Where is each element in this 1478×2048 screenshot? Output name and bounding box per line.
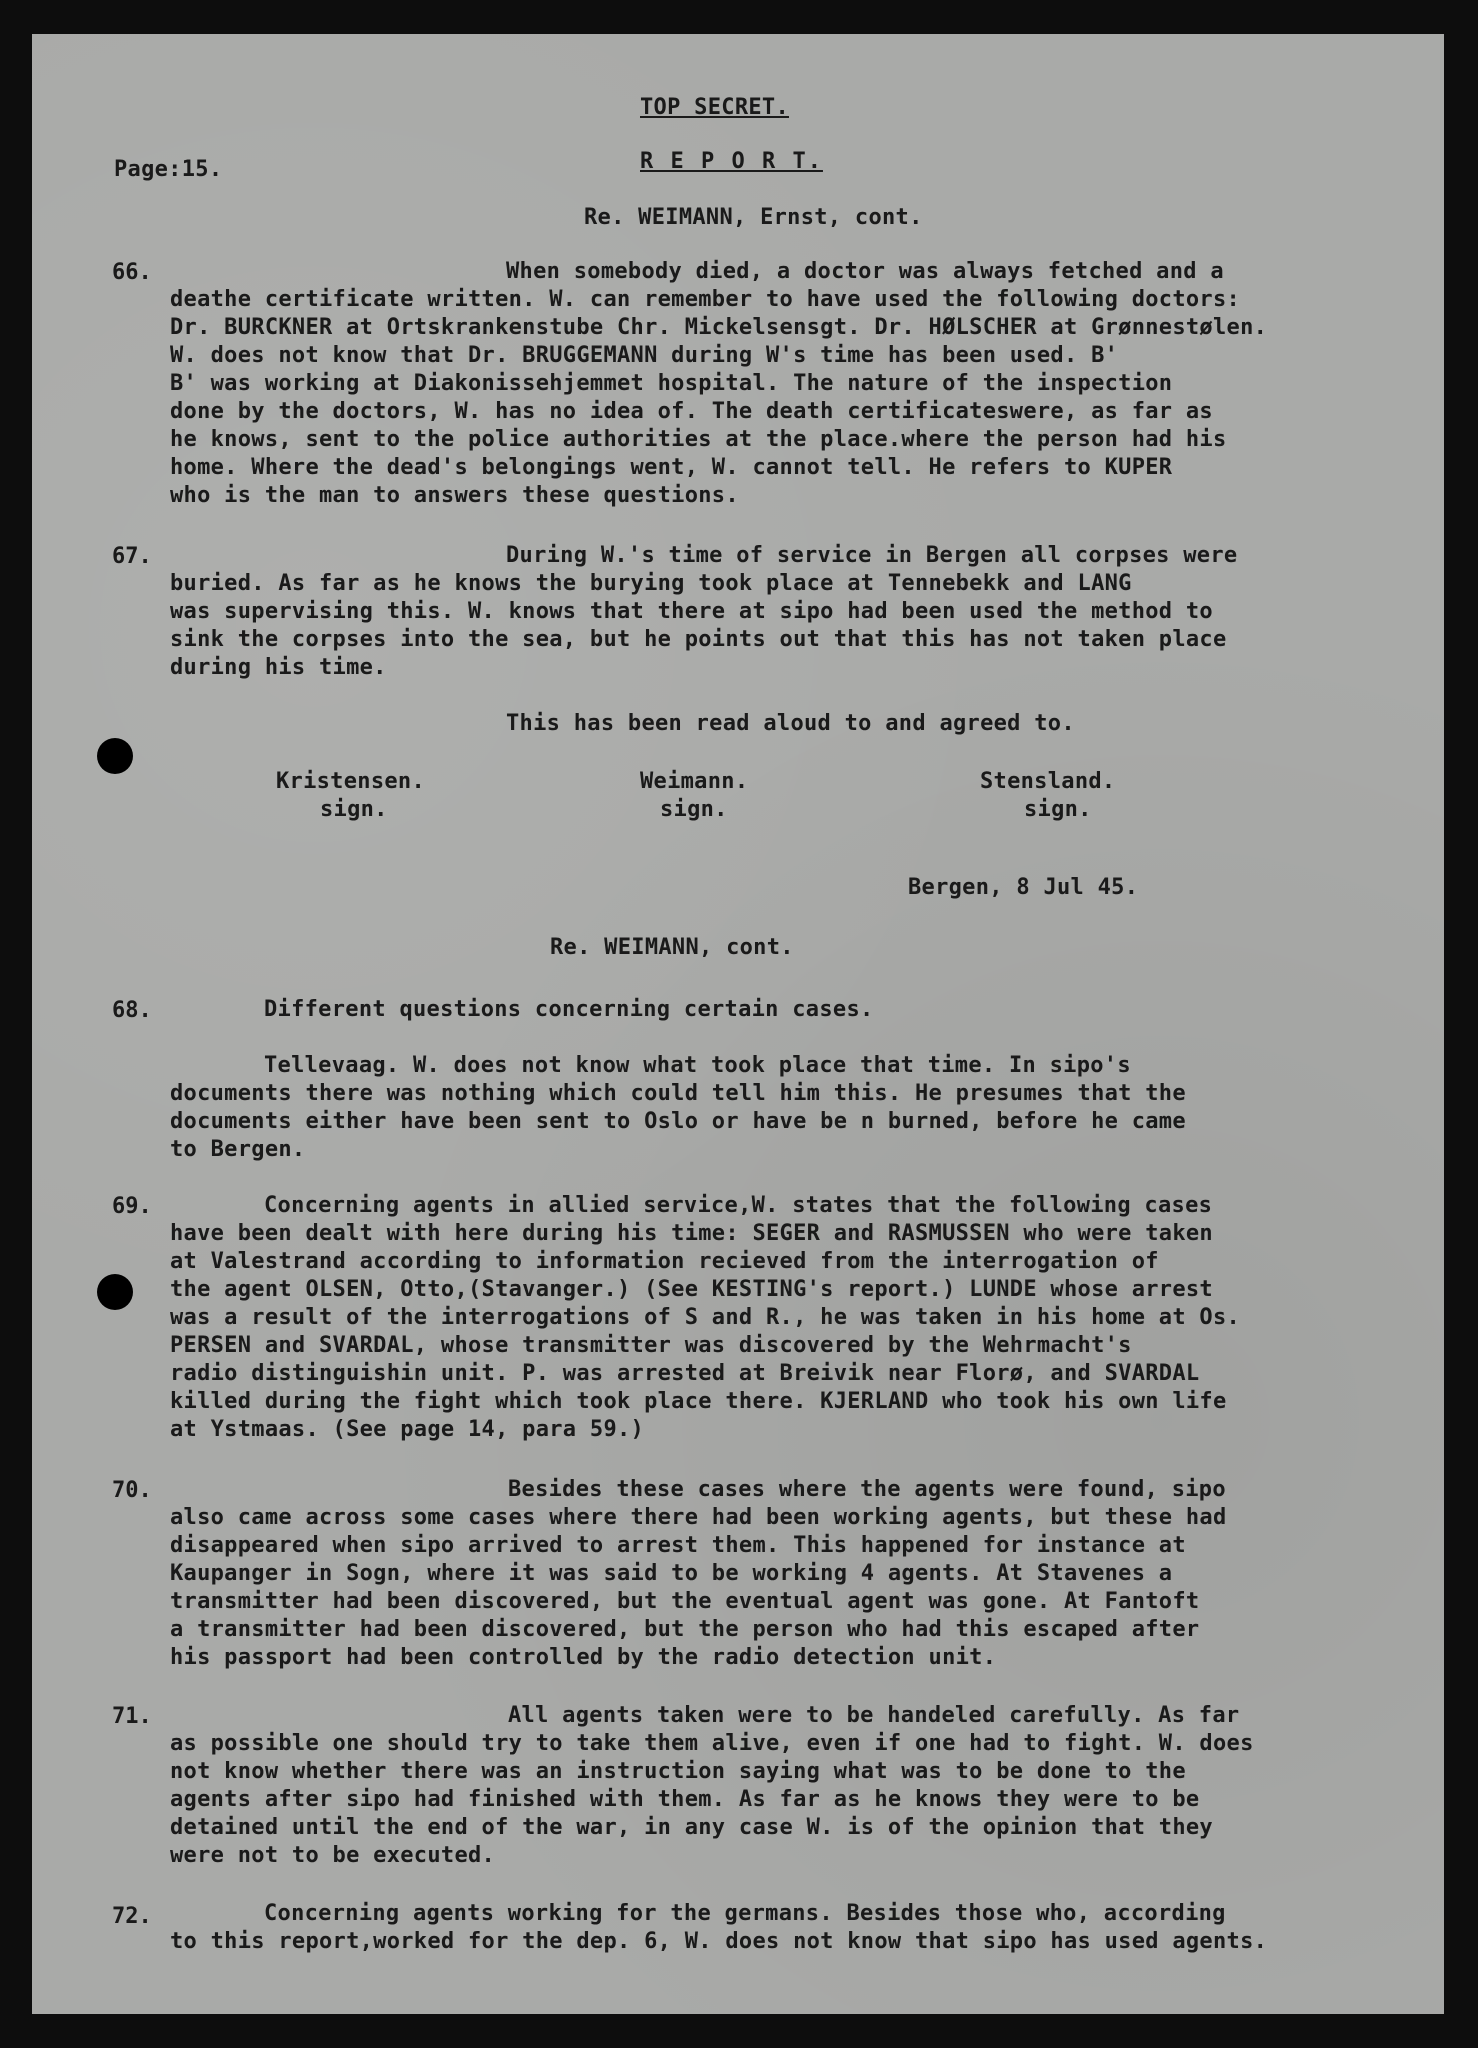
classification-heading: TOP SECRET. bbox=[640, 95, 789, 120]
report-subject-2: Re. WEIMANN, cont. bbox=[550, 935, 794, 960]
paragraph-line: have been dealt with here during his time: SEGER and RASMUSSEN who were taken bbox=[170, 1221, 1213, 1246]
paragraph-line: Tellevaag. W. does not know what took place that time. In sipo's bbox=[264, 1053, 1131, 1078]
paragraph-line: PERSEN and SVARDAL, whose transmitter was discovered by the Wehrmacht's bbox=[170, 1333, 1132, 1358]
paragraph-line: to Bergen. bbox=[170, 1137, 306, 1162]
paragraph-line: not know whether there was an instruction saying what was to be done to the bbox=[170, 1759, 1186, 1784]
place-date: Bergen, 8 Jul 45. bbox=[908, 875, 1139, 900]
paragraph-line: When somebody died, a doctor was always fetched and a bbox=[506, 259, 1224, 284]
paragraph-line: During W.'s time of service in Bergen all corpses were bbox=[506, 543, 1238, 568]
paragraph-line: killed during the fight which took place there. KJERLAND who took his own life bbox=[170, 1389, 1227, 1414]
paragraph-line: B' was working at Diakonissehjemmet hospital. The nature of the inspection bbox=[170, 371, 1173, 396]
paragraph-number: 72. bbox=[112, 1904, 152, 1929]
paragraph-line: Concerning agents working for the germans. Besides those who, according bbox=[264, 1901, 1226, 1926]
paragraph-line: at Ystmaas. (See page 14, para 59.) bbox=[170, 1417, 645, 1442]
paragraph-line: Concerning agents in allied service,W. states that the following cases bbox=[264, 1193, 1213, 1218]
paragraph-line: the agent OLSEN, Otto,(Stavanger.) (See KESTING's report.) LUNDE whose arrest bbox=[170, 1277, 1213, 1302]
signature-sign: sign. bbox=[320, 797, 388, 822]
paragraph-line: who is the man to answers these questions. bbox=[170, 483, 739, 508]
paragraph-line: done by the doctors, W. has no idea of. The death certificateswere, as far as bbox=[170, 399, 1213, 424]
signature-name: Kristensen. bbox=[276, 769, 425, 794]
statement-line: This has been read aloud to and agreed to. bbox=[506, 711, 1075, 736]
paragraph-number: 71. bbox=[112, 1704, 152, 1729]
signature-sign: sign. bbox=[660, 797, 728, 822]
paragraph-line: at Valestrand according to information recieved from the interrogation of bbox=[170, 1249, 1159, 1274]
paragraph-line: radio distinguishin unit. P. was arrested at Breivik near Florø, and SVARDAL bbox=[170, 1361, 1200, 1386]
paragraph-line: deathe certificate written. W. can remember to have used the following doctors: bbox=[170, 287, 1241, 312]
paragraph-line: buried. As far as he knows the burying took place at Tennebekk and LANG bbox=[170, 571, 1132, 596]
paragraph-line: disappeared when sipo arrived to arrest them. This happened for instance at bbox=[170, 1533, 1186, 1558]
paragraph-line: Dr. BURCKNER at Ortskrankenstube Chr. Mickelsensgt. Dr. HØLSCHER at Grønnestølen. bbox=[170, 315, 1268, 340]
paragraph-line: detained until the end of the war, in any case W. is of the opinion that they bbox=[170, 1815, 1213, 1840]
typed-text bbox=[32, 34, 1444, 2014]
report-subject: Re. WEIMANN, Ernst, cont. bbox=[584, 205, 923, 230]
paragraph-number: 68. bbox=[112, 998, 152, 1023]
page-number: Page:15. bbox=[114, 157, 223, 182]
paragraph-line: was a result of the interrogations of S and R., he was taken in his home at Os. bbox=[170, 1305, 1241, 1330]
paragraph-line: documents either have been sent to Oslo or have be n burned, before he came bbox=[170, 1109, 1186, 1134]
paragraph-line: as possible one should try to take them alive, even if one had to fight. W. does bbox=[170, 1731, 1254, 1756]
paragraph-line: was supervising this. W. knows that there at sipo had been used the method to bbox=[170, 599, 1213, 624]
paragraph-line: sink the corpses into the sea, but he points out that this has not taken place bbox=[170, 627, 1227, 652]
paragraph-line: documents there was nothing which could tell him this. He presumes that the bbox=[170, 1081, 1186, 1106]
paragraph-number: 70. bbox=[112, 1478, 152, 1503]
paragraph-line: he knows, sent to the police authorities at the place.where the person had his bbox=[170, 427, 1227, 452]
paragraph-line: agents after sipo had finished with them. As far as he knows they were to be bbox=[170, 1787, 1200, 1812]
paragraph-line: his passport had been controlled by the radio detection unit. bbox=[170, 1645, 997, 1670]
paragraph-number: 66. bbox=[112, 260, 152, 285]
paragraph-number: 69. bbox=[112, 1194, 152, 1219]
signature-name: Stensland. bbox=[980, 769, 1116, 794]
document-page bbox=[32, 34, 1444, 2014]
signature-sign: sign. bbox=[1024, 797, 1092, 822]
paragraph-line: to this report,worked for the dep. 6, W. does not know that sipo has used agents. bbox=[170, 1929, 1268, 1954]
paragraph-line: were not to be executed. bbox=[170, 1843, 496, 1868]
paragraph-line: Besides these cases where the agents were found, sipo bbox=[508, 1477, 1226, 1502]
paragraph-line: home. Where the dead's belongings went, W. cannot tell. He refers to KUPER bbox=[170, 455, 1173, 480]
paragraph-line: also came across some cases where there had been working agents, but these had bbox=[170, 1505, 1227, 1530]
paragraph-line: during his time. bbox=[170, 655, 387, 680]
paragraph-line: All agents taken were to be handeled carefully. As far bbox=[508, 1703, 1240, 1728]
paragraph-line: a transmitter had been discovered, but the person who had this escaped after bbox=[170, 1617, 1200, 1642]
paragraph-line: Different questions concerning certain cases. bbox=[264, 997, 874, 1022]
report-title: R E P O R T. bbox=[640, 149, 823, 174]
paragraph-line: transmitter had been discovered, but the eventual agent was gone. At Fantoft bbox=[170, 1589, 1200, 1614]
paragraph-line: Kaupanger in Sogn, where it was said to be working 4 agents. At Stavenes a bbox=[170, 1561, 1173, 1586]
signature-name: Weimann. bbox=[640, 769, 749, 794]
paragraph-line: W. does not know that Dr. BRUGGEMANN during W's time has been used. B' bbox=[170, 343, 1119, 368]
paragraph-number: 67. bbox=[112, 544, 152, 569]
